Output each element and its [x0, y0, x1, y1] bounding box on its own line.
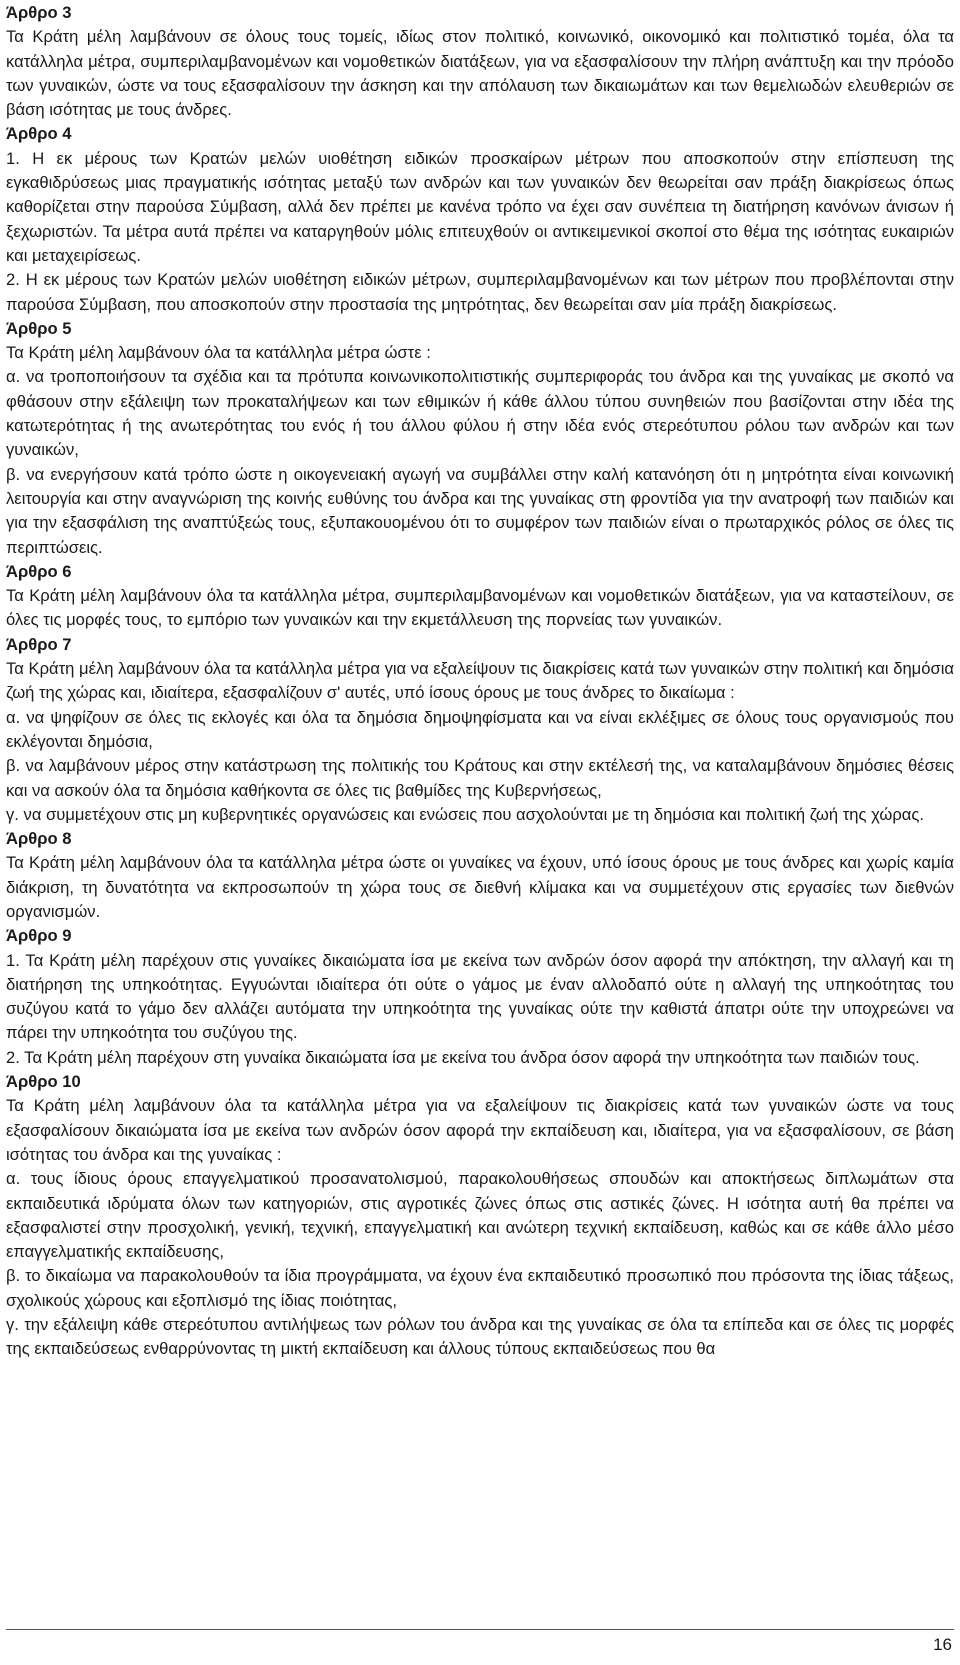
document-body: [6, 1, 954, 1362]
article-heading: Άρθρο 3: [6, 3, 72, 22]
article-heading: Άρθρο 8: [6, 829, 72, 849]
article-paragraph: β. να ενεργήσουν κατά τρόπο ώστε η οικογενειακή αγωγή να συμβάλλει στην καλή κατανόηση ότι η μητρότητα είναι κοινωνική λειτουργία και στην αναγνώριση της κοινής ευθύνης του άνδρα και της γυναίκας στη φροντίδα για την ανατροφή των παιδιών και για την εξασφάλιση της αναπτύξεώς τους, εξυπακουομένου ότι το συμφέρον των παιδιών είναι ο πρωταρχικός ρόλος σε όλες τις περιπτώσεις.: [6, 464, 954, 557]
article-paragraph: Τα Κράτη μέλη λαμβάνουν όλα τα κατάλληλα μέτρα ώστε :: [6, 343, 431, 363]
article-section: [6, 122, 954, 316]
article-section: [6, 560, 954, 633]
article-paragraph: β. το δικαίωμα να παρακολουθούν τα ίδια προγράμματα, να έχουν ένα εκπαιδευτικό προσωπικό που πρόσοντα της ίδιας τάξεως, σχολικούς χώρους και εξοπλισμό της ίδιας ποιότητας,: [6, 1266, 954, 1310]
article-heading: Άρθρο 10: [6, 1072, 81, 1092]
article-heading: Άρθρο 5: [6, 318, 72, 338]
article-section: [6, 827, 954, 924]
article-paragraph: 2. Η εκ μέρους των Κρατών μελών υιοθέτηση ειδικών μέτρων, συμπεριλαμβανομένων και των μέτρων που προβλέπονται στην παρούσα Σύμβαση, που αποσκοπούν στην προστασία της μητρότητας, δεν θεωρείται σαν μία πράξη διακρίσεως.: [6, 270, 954, 314]
article-paragraph: γ. να συμμετέχουν στις μη κυβερνητικές οργανώσεις και ενώσεις που ασχολούνται με τη δημόσια και πολιτική ζωή της χώρας.: [6, 804, 924, 824]
article-paragraph: Τα Κράτη μέλη λαμβάνουν όλα τα κατάλληλα μέτρα για να εξαλείψουν τις διακρίσεις κατά των γυναικών στην πολιτική και δημόσια ζωή της χώρας και, ιδιαίτερα, εξασφαλίζουν σ' αυτές, υπό ίσους όρους με τους άνδρες το δικαίωμα :: [6, 659, 954, 703]
article-paragraph: Τα Κράτη μέλη λαμβάνουν όλα τα κατάλληλα μέτρα ώστε οι γυναίκες να έχουν, υπό ίσους όρους με τους άνδρες και χωρίς καμία διάκριση, τη δυνατότητα να εκπροσωπούν τη χώρα τους σε διεθνή κλίμακα και να συμμετέχουν στις εργασίες των διεθνών οργανισμών.: [6, 853, 954, 921]
article-heading: Άρθρο 6: [6, 561, 72, 581]
article-section: [6, 1, 954, 122]
article-paragraph: 2. Τα Κράτη μέλη παρέχουν στη γυναίκα δικαιώματα ίσα με εκείνα του άνδρα όσον αφορά την υπηκοότητα των παιδιών τους.: [6, 1047, 920, 1067]
article-heading: Άρθρο 7: [6, 634, 72, 654]
article-section: [6, 924, 954, 1070]
footer-divider: [6, 1629, 954, 1630]
article-paragraph: Τα Κράτη μέλη λαμβάνουν όλα τα κατάλληλα μέτρα, συμπεριλαμβανομένων και νομοθετικών διατάξεων, για να καταστείλουν, σε όλες τις μορφές τους, το εμπόριο των γυναικών και την εκμετάλλευση της πορνείας των γυναικών.: [6, 586, 954, 630]
article-paragraph: β. να λαμβάνουν μέρος στην κατάστρωση της πολιτικής του Κράτους και στην εκτέλεσή της, να καταλαμβάνουν δημόσιες θέσεις και να ασκούν όλα τα δημόσια καθήκοντα σε όλες τις βαθμίδες της Κυβερνήσεως,: [6, 756, 954, 800]
article-paragraph: α. τους ίδιους όρους επαγγελματικού προσανατολισμού, παρακολουθήσεως σπουδών και αποκτήσεως διπλωμάτων στα εκπαιδευτικά ιδρύματα όλων των κατηγοριών, στις αγροτικές ζώνες όπως στις αστικές ζώνες. Η ισότητα αυτή θα πρέπει να εξασφαλιστεί στην προσχολική, γενική, τεχνική, επαγγελματική και ανώτερη τεχνική εκπαίδευση, καθώς και σε κάθε άλλο μέσο επαγγελματικής εκπαίδευσης,: [6, 1169, 954, 1262]
article-paragraph: 1. Η εκ μέρους των Κρατών μελών υιοθέτηση ειδικών προσκαίρων μέτρων που αποσκοπούν στην επίσπευση της εγκαθιδρύσεως μιας πραγματικής ισότητας μεταξύ των ανδρών και των γυναικών δεν θεωρείται σαν πράξη διακρίσεως όπως καθορίζεται στην παρούσα Σύμβαση, αλλά δεν πρέπει με κανένα τρόπο να έχει σαν συνέπεια τη διατήρηση κανόνων άνισων ή ξεχωριστών. Τα μέτρα αυτά πρέπει να καταργηθούν μόλις επιτευχθούν οι αντικειμενικοί σκοποί στο θέμα της ισότητας ευκαιριών και μεταχειρίσεως.: [6, 148, 954, 265]
article-paragraph: Τα Κράτη μέλη λαμβάνουν σε όλους τους τομείς, ιδίως στον πολιτικό, κοινωνικό, οικονομικό και πολιτιστικό τομέα, όλα τα κατάλληλα μέτρα, συμπεριλαμβανομένων και νομοθετικών διατάξεων, για να εξασφαλίσουν την πλήρη ανάπτυξη και την πρόοδο των γυναικών, ώστε να τους εξασφαλίσουν την άσκηση και την απόλαυση των δικαιωμάτων και των θεμελιωδών ελευθεριών σε βάση ισότητας με τους άνδρες.: [6, 27, 954, 120]
article-paragraph: α. να ψηφίζουν σε όλες τις εκλογές και όλα τα δημόσια δημοψηφίσματα και να είναι εκλέξιμες σε όλους τους οργανισμούς που εκλέγονται δημόσια,: [6, 707, 954, 751]
page-number: 16: [933, 1635, 952, 1654]
article-heading: Άρθρο 4: [6, 124, 72, 144]
article-paragraph: γ. την εξάλειψη κάθε στερεότυπου αντιλήψεως των ρόλων του άνδρα και της γυναίκας σε όλα τα επίπεδα και σε όλες τις μορφές της εκπαιδεύσεως ενθαρρύνοντας τη μικτή εκπαίδευση και άλλους τύπους εκπαιδεύσεως που θα: [6, 1315, 954, 1359]
document-page: [6, 0, 954, 1362]
article-paragraph: 1. Τα Κράτη μέλη παρέχουν στις γυναίκες δικαιώματα ίσα με εκείνα των ανδρών όσον αφορά την απόκτηση, την αλλαγή και τη διατήρηση της υπηκοότητας. Εγγυώνται ιδιαίτερα ότι ούτε ο γάμος με έναν αλλοδαπό ούτε η αλλαγή της υπηκοότητας του συζύγου κατά το γάμο δεν αλλάζει αυτόματα την υπηκοότητα της γυναίκας ούτε την καθιστά άπατρι ούτε την υποχρεώνει να πάρει την υπηκοότητα του συζύγου της.: [6, 950, 954, 1043]
article-paragraph: α. να τροποποιήσουν τα σχέδια και τα πρότυπα κοινωνικοπολιτιστικής συμπεριφοράς του άνδρα και της γυναίκας με σκοπό να φθάσουν στην εξάλειψη των προκαταλήψεων και των εθιμικών ή κάθε άλλου τύπου συνηθειών που βασίζονται στην ιδέα της κατωτερότητας ή της ανωτερότητας του ενός ή του άλλου φύλου ή στην ιδέα ενός στερεότυπου ρόλου των ανδρών και των γυναικών,: [6, 367, 954, 460]
article-section: [6, 317, 954, 560]
article-paragraph: Τα Κράτη μέλη λαμβάνουν όλα τα κατάλληλα μέτρα για να εξαλείψουν τις διακρίσεις κατά των γυναικών ώστε να τους εξασφαλίσουν δικαιώματα ίσα με εκείνα των ανδρών όσον αφορά την εκπαίδευση και, ιδιαίτερα, για να εξασφαλίσουν, σε βάση ισότητας του άνδρα και της γυναίκας :: [6, 1096, 954, 1164]
article-section: [6, 1070, 954, 1362]
article-section: [6, 633, 954, 827]
article-heading: Άρθρο 9: [6, 926, 72, 946]
